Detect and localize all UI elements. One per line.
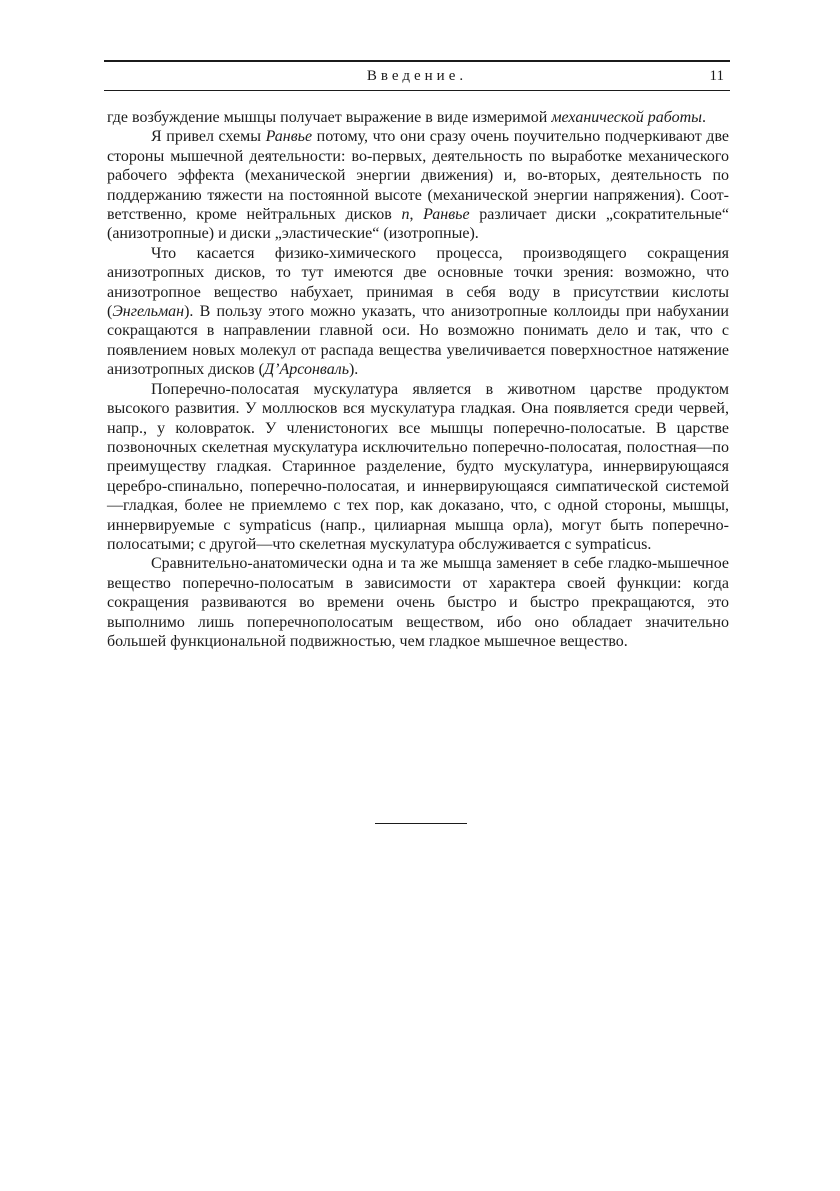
- paragraph-0: [107, 108, 729, 127]
- section-end-rule: [375, 823, 467, 824]
- paragraph-text: различает диски „сократительные“ (анизотропные) и диски „эластические“ (изотропные).: [107, 206, 730, 243]
- italic-text: Энгельман: [112, 303, 185, 321]
- italic-text: Ранвье: [265, 128, 313, 146]
- running-head: [104, 64, 730, 88]
- header-top-rule: [104, 60, 730, 62]
- paragraph-1: [107, 127, 729, 243]
- paragraph-text: .: [701, 109, 706, 126]
- paragraph-4: [107, 554, 729, 651]
- chapter-title: Введение.: [366, 68, 468, 84]
- paragraph-text: ). В пользу этого можно указать, что анизотропные коллоиды при набухании сокращаются в направлении главной оси. Но возможно понимать дело и так, что с появлением новых молекул от распада вещества увеличивается поверхностное натяжение анизотропных дисков (: [107, 303, 729, 379]
- page-number: 11: [709, 68, 724, 84]
- italic-text: механической работы: [551, 109, 702, 126]
- paragraph-text: Что касается физико-химического процесса, производящего сокращения анизотропных дисков, то тут имеются две основные точки зрения: возможно, что анизотропное вещество набухает, принимая в себя воду в присутствии кислоты (: [107, 244, 729, 321]
- body-text: [107, 108, 729, 651]
- header-bottom-rule: [104, 90, 730, 91]
- paragraph-text: Сравнительно-анатомически одна и та же мышца заменяет в себе гладко-мышечное вещество поперечно-полосатым в зависимости от характера своей функции: когда сокращения развиваются во времени очень быстро и быстро прекращаются, это выполнимо лишь поперечнополосатым веществом, ибо оно обладает значительно большей функциональной подвижностью, чем гладкое мышечное вещество.: [107, 555, 729, 650]
- paragraph-text: потому, что они сразу очень поучительно подчеркивают две стороны мышечной деятельности: во-первых, деятельность по выработке механического рабочего эффекта (механической энергии движения) и, во-вторых, деятельность по поддержанию тяжести на постоянной высоте (механической энергии напряжения). Соответственно, кроме нейтральных дисков: [107, 128, 730, 224]
- italic-text: Ранвье: [423, 206, 470, 224]
- paragraph-text: ).: [348, 361, 359, 379]
- paragraph-2: [107, 244, 729, 380]
- paragraph-text: Я привел схемы: [151, 128, 266, 146]
- italic-text: n: [401, 206, 410, 224]
- paragraph-text: где возбуждение мышцы получает выражение в виде измеримой: [107, 109, 552, 126]
- paragraph-text: Поперечно-полосатая мускулатура является в животном царстве продуктом высокого развития. У моллюсков вся мускулатура гладкая. Она появляется среди червей, напр., у коловраток. У членистоногих все мышцы поперечно-полосатые. В царстве позвоночных скелетная мускулатура исключительно поперечно-полосатая, полостная—по преимуществу гладкая. Старинное разделение, будто мускулатура, иннервирующаяся церебро-спинально, поперечно-полосатая, и иннервирующаяся симпатической системой—гладкая, более не приемлемо с тех пор, как доказано, что, с одной стороны, мышцы, иннервируемые с sympaticus (напр., цилиарная мышца орла), могут быть поперечно-полосатыми; с другой—что скелетная мускулатура обслуживается с sympaticus.: [107, 380, 729, 553]
- paragraph-text: ,: [409, 206, 424, 224]
- paragraph-3: [107, 380, 729, 555]
- italic-text: Д’Арсонваль: [263, 361, 349, 379]
